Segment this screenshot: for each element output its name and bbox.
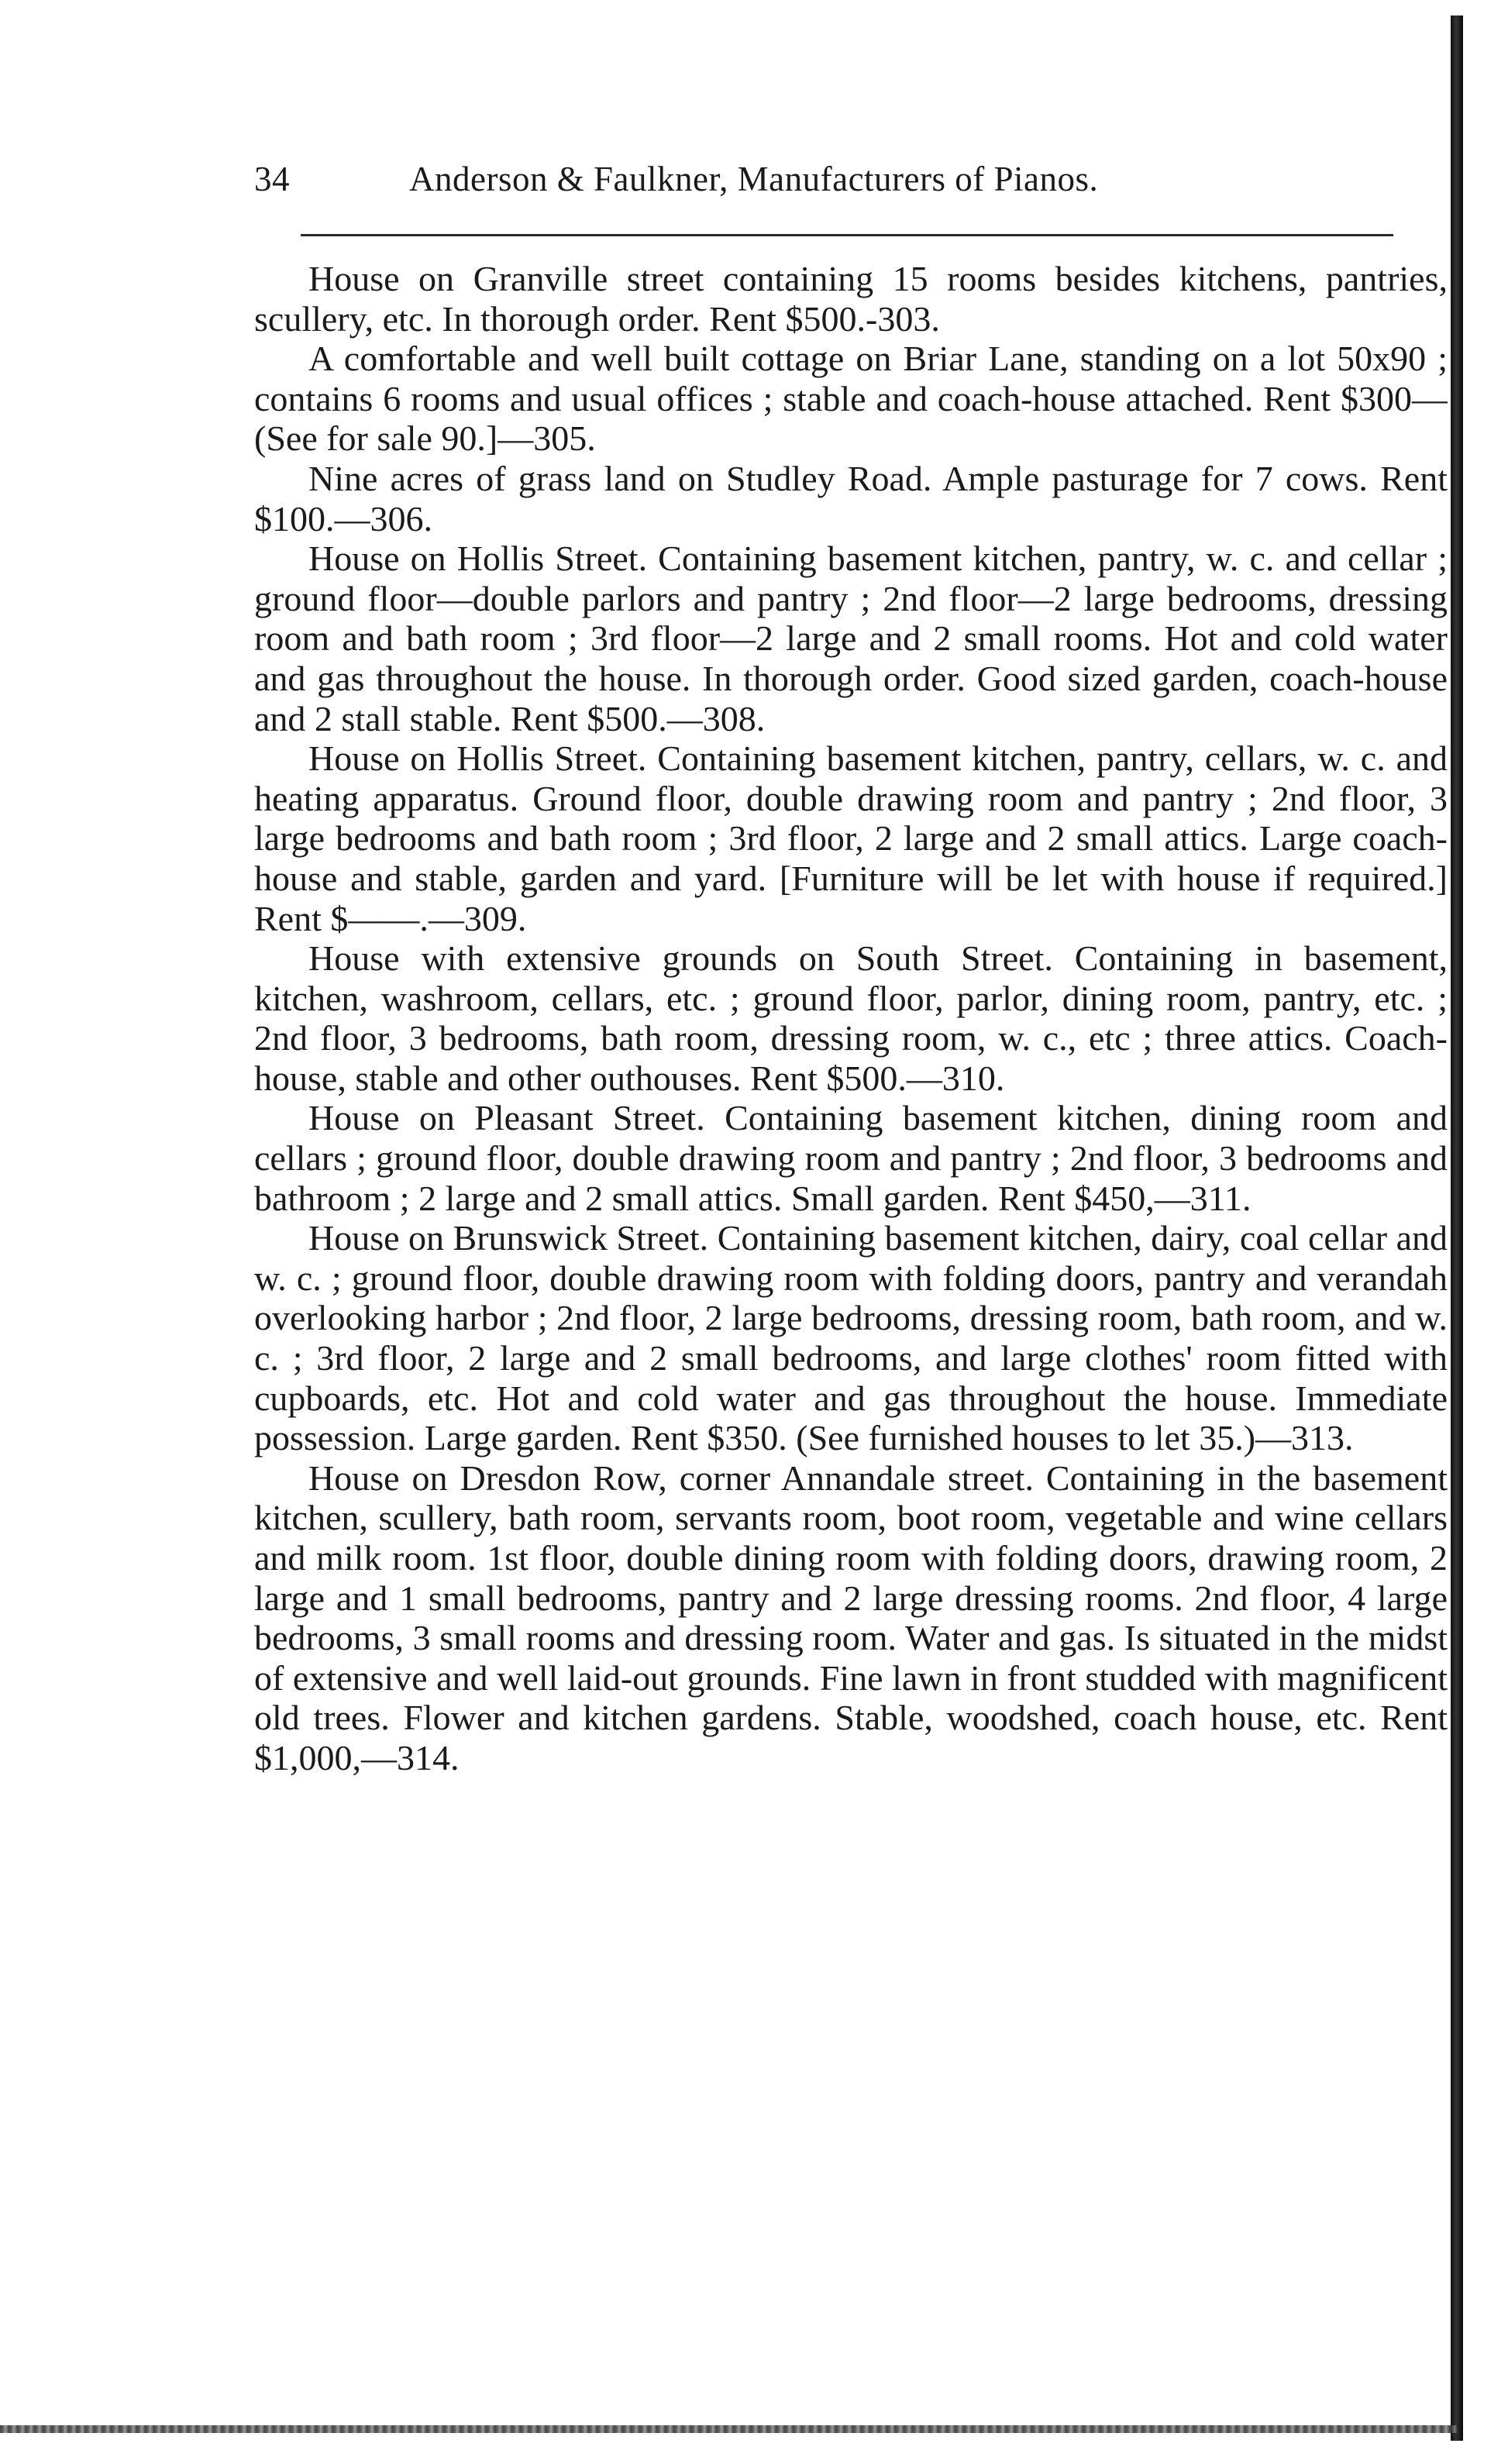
header-rule xyxy=(301,234,1393,236)
listing-paragraph: House on Pleasant Street. Containing basement kitchen, dining room and cellars ; ground floor, double drawing room and pantry ; 2nd floor, 3 bedrooms and bathroom ; 2 large and 2 small attics. Small garden. Rent $450,—311. xyxy=(254,1098,1448,1218)
listing-paragraph: House on Hollis Street. Containing basement kitchen, pantry, cellars, w. c. and heating apparatus. Ground floor, double drawing room and pantry ; 2nd floor, 3 large bedrooms and bath room ; 3rd floor, 2 large and 2 small attics. Large coach-house and stable, garden and yard. [Furniture will be let with house if required.] Rent $——.—309. xyxy=(254,738,1448,938)
listing-paragraph: House on Dresdon Row, corner Annandale street. Containing in the basement kitchen, scullery, bath room, servants room, boot room, vegetable and wine cellars and milk room. 1st floor, double dining room with folding doors, drawing room, 2 large and 1 small bedrooms, pantry and 2 large dressing rooms. 2nd floor, 4 large bedrooms, 3 small rooms and dressing room. Water and gas. Is situated in the midst of extensive and well laid-out grounds. Fine lawn in front studded with magnificent old trees. Flower and kitchen gardens. Stable, woodshed, coach house, etc. Rent $1,000,—314. xyxy=(254,1457,1448,1777)
page-header xyxy=(254,152,1417,206)
listing-paragraph: House on Hollis Street. Containing basement kitchen, pantry, w. c. and cellar ; ground floor—double parlors and pantry ; 2nd floor—2 large bedrooms, dressing room and bath room ; 3rd floor—2 large and 2 small rooms. Hot and cold water and gas throughout the house. In thorough order. Good sized garden, coach-house and 2 stall stable. Rent $500.—308. xyxy=(254,539,1448,738)
page-number: 34 xyxy=(254,160,290,198)
running-title: Anderson & Faulkner, Manufacturers of Pianos. xyxy=(409,160,1099,198)
listing-paragraph: House with extensive grounds on South Street. Containing in basement, kitchen, washroom, cellars, etc. ; ground floor, parlor, dining room, pantry, etc. ; 2nd floor, 3 bedrooms, bath room, dressing room, w. c., etc ; three attics. Coach-house, stable and other outhouses. Rent $500.—310. xyxy=(254,938,1448,1098)
bottom-border xyxy=(0,2425,1457,2433)
binding-shadow xyxy=(1451,15,1463,2441)
listing-paragraph: A comfortable and well built cottage on Briar Lane, standing on a lot 50x90 ; contains 6 rooms and usual offices ; stable and coach-house attached. Rent $300—(See for sale 90.]—305. xyxy=(254,339,1448,459)
listing-paragraph: House on Brunswick Street. Containing basement kitchen, dairy, coal cellar and w. c. ; ground floor, double drawing room with folding doors, pantry and verandah overlooking harbor ; 2nd floor, 2 large bedrooms, dressing room, bath room, and w. c. ; 3rd floor, 2 large and 2 small bedrooms, and large clothes' room fitted with cupboards, etc. Hot and cold water and gas throughout the house. Immediate possession. Large garden. Rent $350. (See furnished houses to let 35.)—313. xyxy=(254,1218,1448,1458)
listings-column xyxy=(254,259,1448,1778)
listing-paragraph: Nine acres of grass land on Studley Road. Ample pasturage for 7 cows. Rent $100.—306. xyxy=(254,458,1448,539)
listing-paragraph: House on Granville street containing 15 rooms besides kitchens, pantries, scullery, etc. In thorough order. Rent $500.-303. xyxy=(254,259,1448,339)
